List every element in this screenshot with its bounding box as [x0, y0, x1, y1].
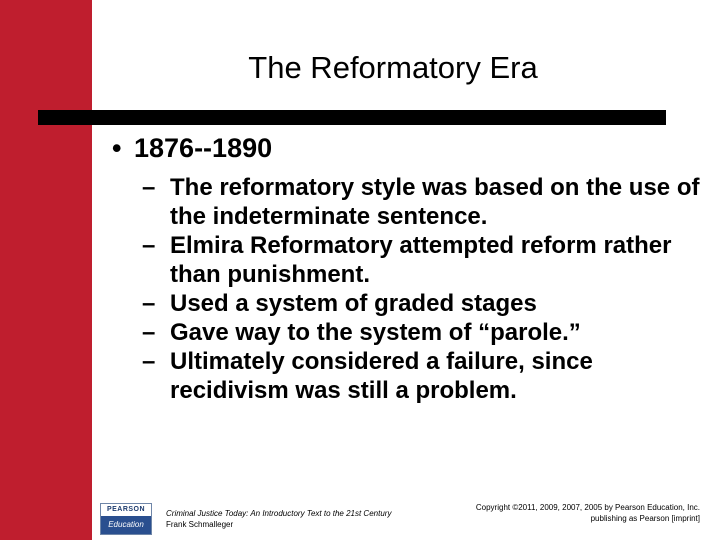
main-bullet-text: 1876--1890: [134, 133, 273, 163]
list-item-text: Elmira Reformatory attempted reform rather than punishment.: [170, 232, 672, 288]
list-item: [142, 318, 702, 347]
slide-title: The Reformatory Era: [248, 50, 538, 85]
list-item: [142, 231, 702, 289]
pearson-logo: [100, 503, 152, 535]
list-item: [142, 289, 702, 318]
book-author: Frank Schmalleger: [166, 520, 234, 529]
list-item: [142, 173, 702, 231]
list-item: [142, 347, 702, 405]
bullet-dot: •: [112, 133, 122, 163]
list-item-text: Used a system of graded stages: [170, 290, 537, 317]
sub-bullet-list: [142, 173, 702, 405]
dash-marker: –: [142, 232, 156, 259]
main-bullet: [112, 133, 272, 164]
dash-marker: –: [142, 348, 156, 375]
list-item-text: The reformatory style was based on the use of the indeterminate sentence.: [170, 174, 700, 230]
footer-copyright: [476, 502, 700, 524]
copyright-line-1: Copyright ©2011, 2009, 2007, 2005 by Pearson Education, Inc.: [475, 503, 700, 512]
dash-marker: –: [142, 319, 156, 346]
title-rule: [38, 110, 666, 125]
dash-marker: –: [142, 174, 156, 201]
dash-marker: –: [142, 290, 156, 317]
logo-subtitle: Education: [101, 516, 151, 534]
copyright-line-2: publishing as Pearson [imprint]: [590, 514, 700, 523]
list-item-text: Gave way to the system of “parole.”: [170, 319, 581, 346]
logo-wordmark: PEARSON: [101, 504, 151, 516]
footer-book-info: [166, 508, 391, 530]
left-accent-bar: [0, 0, 92, 540]
book-title: Criminal Justice Today: An Introductory Text to the 21st Century: [166, 509, 392, 518]
list-item-text: Ultimately considered a failure, since recidivism was still a problem.: [170, 348, 593, 404]
